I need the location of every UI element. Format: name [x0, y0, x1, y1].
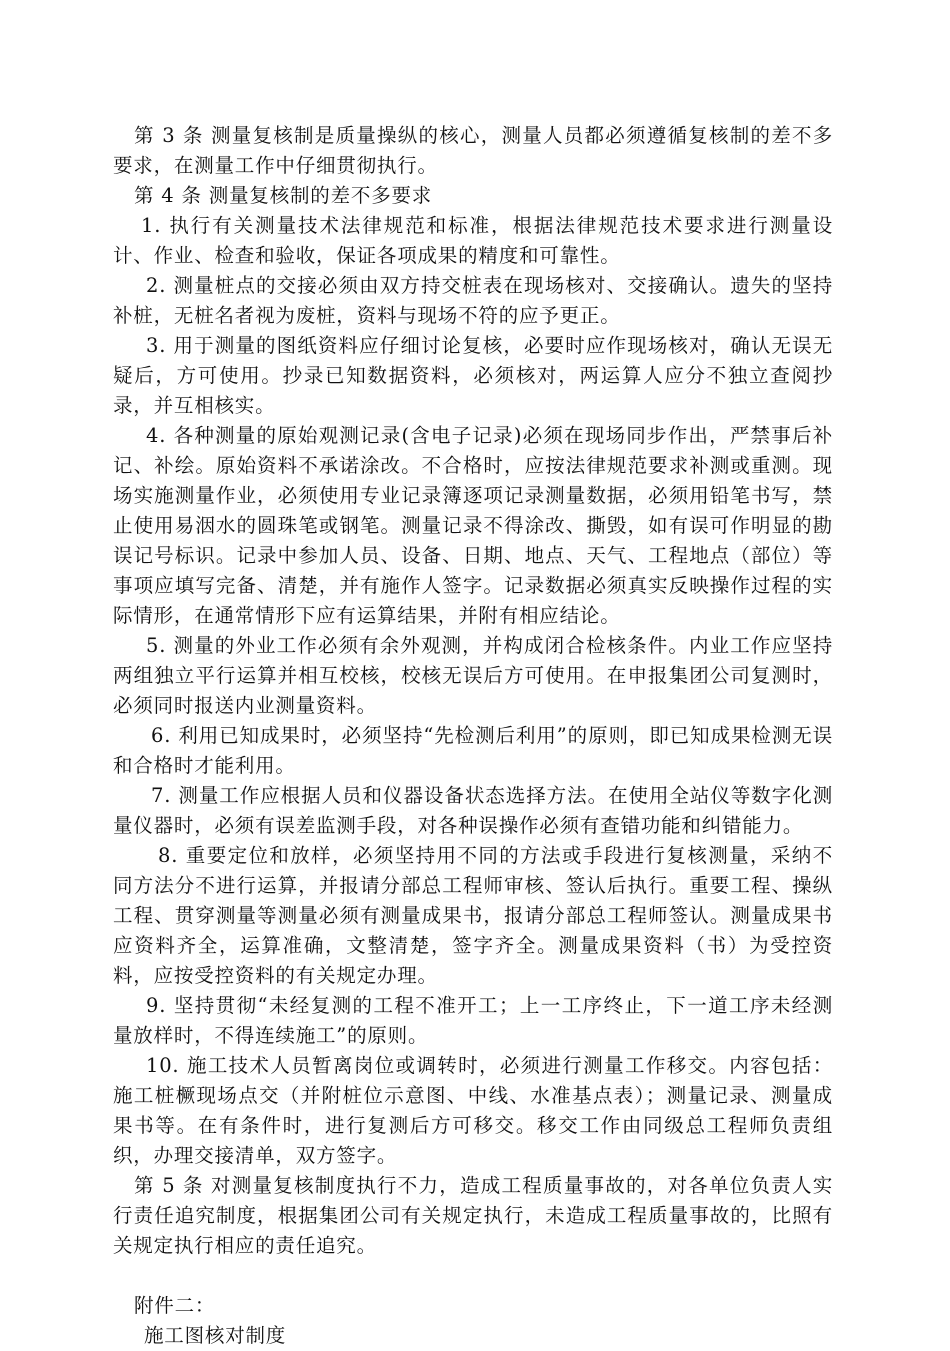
article-4-heading: 第 4 条 测量复核制的差不多要求: [134, 184, 433, 207]
article-3-paragraph: 第 3 条 测量复核制是质量操纵的核心，测量人员都必须遵循复核制的差不多要求，在测量工作中仔细贯彻执行。: [113, 124, 833, 177]
attachment-label: 附件二：: [134, 1294, 216, 1317]
clause-8-paragraph: 8. 重要定位和放样，必须坚持用不同的方法或手段进行复核测量，采纳不同方法分不进行运算，并报请分部总工程师审核、签认后执行。重要工程、操纵工程、贯穿测量等测量必须有测量成果书，报请分部总工程师签认。测量成果书应资料齐全，运算准确，文整清楚，签字齐全。测量成果资料（书）为受控资料，应按受控资料的有关规定办理。: [113, 844, 833, 987]
attachment-title: 施工图核对制度: [144, 1324, 287, 1347]
clause-3-paragraph: 3. 用于测量的图纸资料应仔细讨论复核，必要时应作现场核对，确认无误无疑后，方可使用。抄录已知数据资料，必须核对，两运算人应分不独立查阅抄录，并互相核实。: [113, 334, 833, 417]
clause-4-paragraph: 4. 各种测量的原始观测记录(含电子记录)必须在现场同步作出，严禁事后补记、补绘。原始资料不承诺涂改。不合格时，应按法律规范要求补测或重测。现场实施测量作业，必须使用专业记录簿逐项记录测量数据，必须用铅笔书写，禁止使用易洇水的圆珠笔或钢笔。测量记录不得涂改、撕毁，如有误可作明显的勘误记号标识。记录中参加人员、设备、日期、地点、天气、工程地点（部位）等事项应填写完备、清楚，并有施作人签字。记录数据必须真实反映操作过程的实际情形，在通常情形下应有运算结果，并附有相应结论。: [113, 424, 833, 627]
clause-5-paragraph: 5. 测量的外业工作必须有余外观测，并构成闭合检核条件。内业工作应坚持两组独立平行运算并相互校核，校核无误后方可使用。在申报集团公司复测时，必须同时报送内业测量资料。: [113, 634, 833, 717]
clause-10-paragraph: 10. 施工技术人员暂离岗位或调转时，必须进行测量工作移交。内容包括：施工桩橛现场点交（并附桩位示意图、中线、水准基点表）；测量记录、测量成果书等。在有条件时，进行复测后方可移交。移交工作由同级总工程师负责组织，办理交接清单，双方签字。: [113, 1054, 833, 1167]
clause-6-paragraph: 6. 利用已知成果时，必须坚持“先检测后利用”的原则，即已知成果检测无误和合格时才能利用。: [113, 724, 833, 777]
clause-2-paragraph: 2. 测量桩点的交接必须由双方持交桩表在现场核对、交接确认。遗失的坚持补桩，无桩名者视为废桩，资料与现场不符的应予更正。: [113, 274, 833, 327]
paragraph-spacer: [113, 1261, 833, 1291]
article-5-paragraph: 第 5 条 对测量复核制度执行不力，造成工程质量事故的，对各单位负责人实行责任追究制度，根据集团公司有关规定执行，未造成工程质量事故的，比照有关规定执行相应的责任追究。: [113, 1174, 833, 1257]
clause-9-paragraph: 9. 坚持贯彻“未经复测的工程不准开工；上一工序终止，下一道工序未经测量放样时，不得连续施工”的原则。: [113, 994, 833, 1047]
document-body: [113, 121, 833, 1351]
clause-1-paragraph: 1. 执行有关测量技术法律规范和标准，根据法律规范技术要求进行测量设计、作业、检查和验收，保证各项成果的精度和可靠性。: [113, 214, 833, 267]
clause-7-paragraph: 7. 测量工作应根据人员和仪器设备状态选择方法。在使用全站仪等数字化测量仪器时，必须有误差监测手段，对各种误操作必须有查错功能和纠错能力。: [113, 784, 833, 837]
